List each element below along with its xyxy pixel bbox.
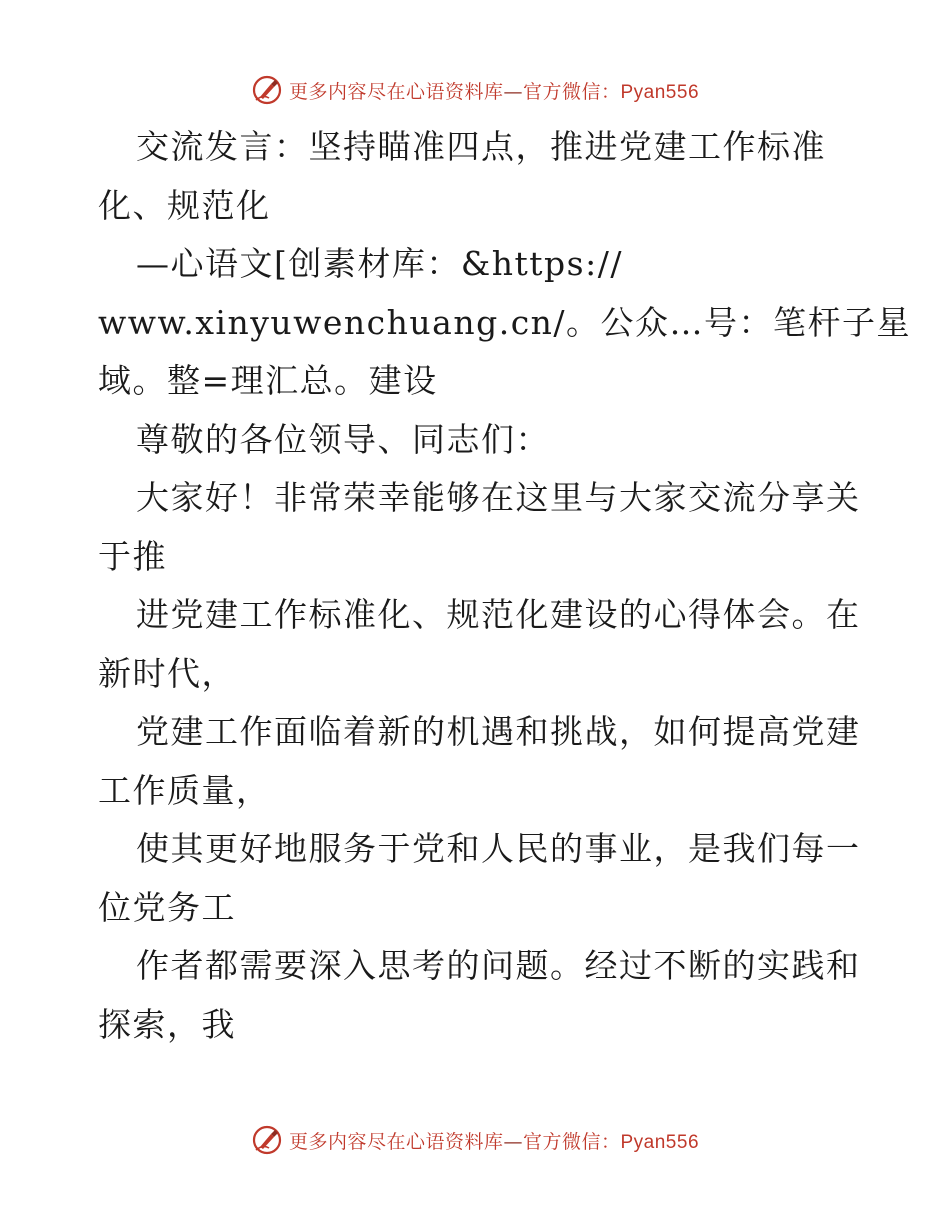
doc-line-para-3a: 党建工作面临着新的机遇和挑战，如何提高党建 — [136, 712, 861, 751]
pen-logo-icon — [251, 1124, 283, 1156]
header-banner-main: 更多内容尽在心语资料库 — [288, 80, 504, 103]
doc-line-para-2a: 进党建工作标准化、规范化建设的心得体会。在 — [136, 595, 861, 634]
doc-line-para-5b: 探索，我 — [98, 1004, 236, 1044]
doc-line-source-1: —心语文[创素材库：&https:// — [136, 244, 623, 283]
footer-banner-label: 官方微信： — [522, 1130, 621, 1153]
doc-line-para-5a: 作者都需要深入思考的问题。经过不断的实践和 — [136, 946, 861, 985]
doc-line-para-4b: 位党务工 — [98, 887, 236, 927]
doc-line-title-2: 化、规范化 — [98, 185, 271, 225]
header-banner-label: 官方微信： — [522, 80, 621, 103]
doc-line-source-2: www.xinyuwenchuang.cn/。公众…号：笔杆子星 — [98, 302, 912, 342]
header-banner-text — [289, 77, 699, 104]
footer-banner-text — [289, 1127, 699, 1154]
doc-line-salutation: 尊敬的各位领导、同志们： — [136, 419, 550, 459]
header-banner-sep: — — [503, 80, 523, 103]
doc-line-para-1a: 大家好！非常荣幸能够在这里与大家交流分享关 — [136, 478, 861, 517]
footer-banner-sep: — — [503, 1130, 523, 1153]
doc-line-para-4a: 使其更好地服务于党和人民的事业，是我们每一 — [136, 829, 861, 868]
doc-line-para-1b: 于推 — [98, 536, 167, 576]
pen-logo-icon — [251, 74, 283, 106]
doc-line-para-3b: 工作质量， — [98, 770, 271, 810]
document-body — [98, 118, 912, 1054]
doc-line-source-3: 域。整=理汇总。建设 — [98, 361, 438, 400]
footer-banner-id: Pyan556 — [620, 1131, 700, 1153]
footer-banner — [251, 1124, 699, 1156]
page-footer — [0, 1120, 950, 1160]
header-banner — [251, 74, 699, 106]
header-banner-id: Pyan556 — [620, 81, 700, 103]
doc-line-para-2b: 新时代， — [98, 653, 236, 693]
footer-banner-main: 更多内容尽在心语资料库 — [288, 1130, 504, 1153]
doc-line-title-1: 交流发言：坚持瞄准四点，推进党建工作标准 — [136, 127, 826, 166]
page-header — [0, 70, 950, 110]
